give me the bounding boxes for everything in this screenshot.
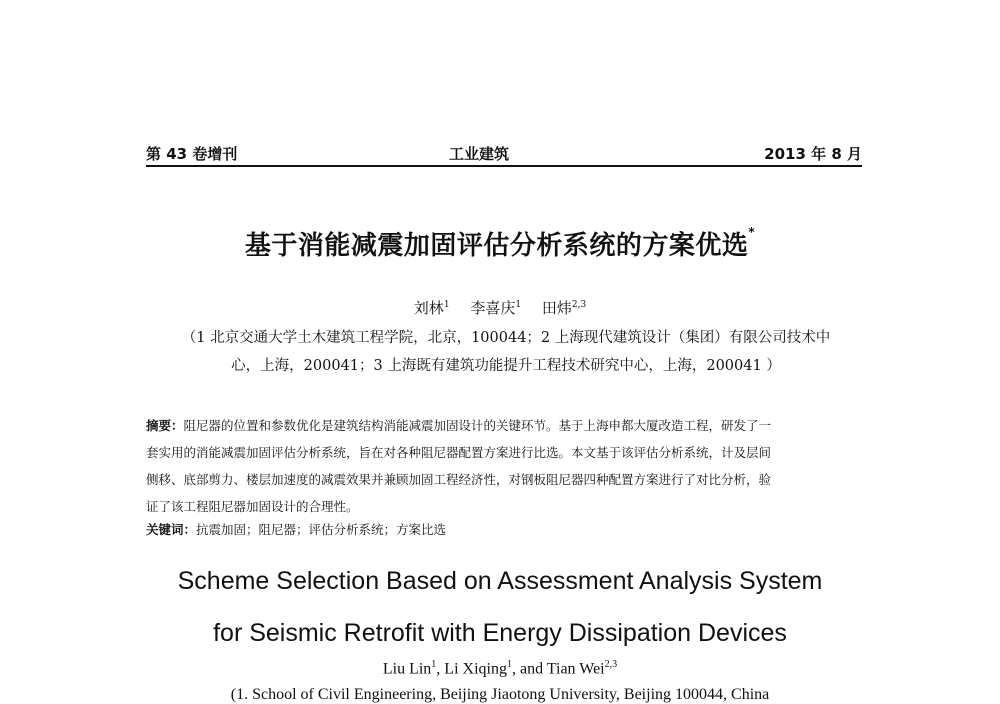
author: 田炜$^{2,3}$	[541, 299, 587, 317]
author: 李喜庆$^1$	[470, 299, 522, 317]
english-title-line: for Seismic Retrofit with Energy Dissipation Devices	[213, 619, 787, 647]
chinese-title-text: 基于消能减震加固评估分析系统的方案优选	[244, 231, 749, 261]
title-footnote-mark: *	[748, 225, 756, 239]
keywords-text: 抗震加固；阻尼器；评估分析系统；方案比选	[196, 522, 447, 537]
abstract	[146, 412, 862, 520]
chinese-affiliations	[150, 324, 862, 380]
english-title-line: Scheme Selection Based on Assessment Analysis System	[177, 567, 823, 595]
abstract-line: 摘要：阻尼器的位置和参数优化是建筑结构消能减震加固设计的关键环节。基于上海申都大厦改造工程，研发了一	[146, 418, 772, 433]
english-authors: Liu Lin$^1$, Li Xiqing$^1$, and Tian Wei$^{2,3}$	[382, 659, 618, 678]
journal-name: 工业建筑	[449, 145, 510, 163]
keywords-label: 关键词：	[146, 522, 197, 537]
keywords	[146, 518, 862, 542]
abstract-line: 套实用的消能减震加固评估分析系统，旨在对各种阻尼器配置方案进行比选。本文基于该评估分析系统，计及层间	[146, 445, 772, 460]
running-header	[146, 141, 862, 167]
abstract-label: 摘要：	[146, 418, 184, 433]
volume-label: 第 43 卷增刊	[146, 145, 238, 163]
affiliation-line: （1 北京交通大学土木建筑工程学院，北京，100044；2 上海现代建筑设计（集团）有限公司技术中	[181, 330, 831, 346]
issue-date: 2013 年 8 月	[764, 145, 862, 163]
abstract-line: 证了该工程阻尼器加固设计的合理性。	[146, 499, 359, 514]
abstract-line: 侧移、底部剪力、楼层加速度的减震效果并兼顾加固工程经济性，对钢板阻尼器四种配置方案进行了对比分析，验	[146, 472, 772, 487]
author: 刘林$^1$	[413, 299, 450, 317]
affiliation-line: 心，上海，200041；3 上海既有建筑功能提升工程技术研究中心，上海，200041 ）	[231, 358, 781, 374]
english-affiliation: (1. School of Civil Engineering, Beijing Jiaotong University, Beijing 100044, China	[230, 686, 770, 703]
chinese-title	[0, 225, 1000, 262]
chinese-authors	[0, 297, 1000, 318]
